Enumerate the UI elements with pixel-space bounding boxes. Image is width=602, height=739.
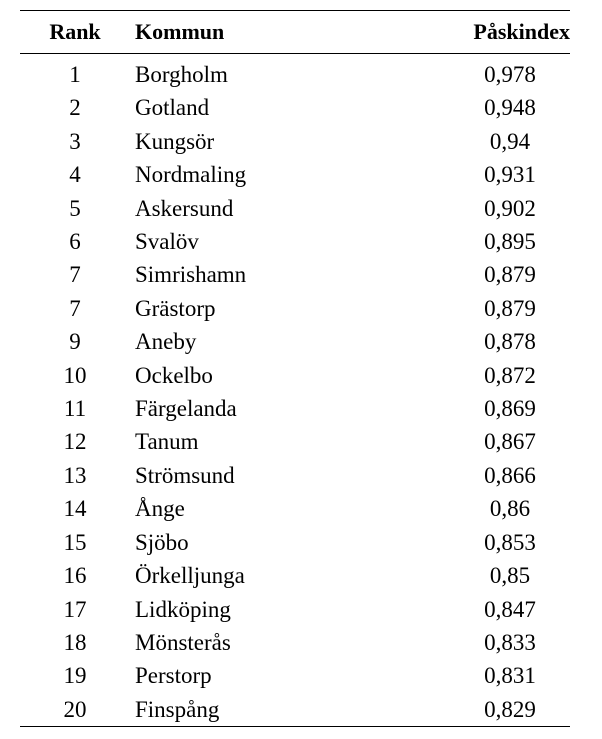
rank-cell: 11	[63, 396, 87, 422]
kommun-cell: Kungsör	[135, 128, 215, 154]
kommun-cell: Ånge	[135, 496, 185, 522]
index-cell: 0,902	[484, 195, 536, 221]
kommun-cell: Perstorp	[135, 663, 212, 689]
rank-cell: 2	[69, 95, 81, 121]
kommun-cell: Finspång	[135, 696, 220, 722]
kommun-cell: Nordmaling	[135, 162, 247, 188]
table-row	[20, 659, 570, 692]
table-row	[20, 91, 570, 124]
table-row	[20, 158, 570, 191]
rank-cell: 7	[69, 262, 81, 288]
kommun-cell: Simrishamn	[135, 262, 247, 288]
table-row	[20, 559, 570, 592]
index-cell: 0,833	[484, 629, 536, 655]
header-kommun: Kommun	[135, 19, 225, 44]
table-row	[20, 593, 570, 626]
index-cell: 0,867	[484, 429, 536, 455]
rank-cell: 7	[69, 295, 81, 321]
table-row	[20, 693, 570, 726]
rank-cell: 16	[63, 563, 87, 589]
table-row	[20, 225, 570, 258]
kommun-cell: Gotland	[135, 95, 210, 121]
header-rank: Rank	[49, 19, 101, 44]
kommun-cell: Ockelbo	[135, 362, 213, 388]
ranking-table	[20, 11, 570, 726]
index-cell: 0,869	[484, 396, 536, 422]
index-cell: 0,879	[484, 262, 536, 288]
rank-cell: 20	[63, 696, 87, 722]
kommun-cell: Mönsterås	[135, 629, 231, 655]
ranking-table-container	[20, 10, 570, 727]
rank-cell: 12	[63, 429, 87, 455]
table-body	[20, 54, 570, 727]
index-cell: 0,853	[484, 529, 536, 555]
rank-cell: 18	[63, 629, 87, 655]
index-cell: 0,931	[484, 162, 536, 188]
index-cell: 0,829	[484, 696, 536, 722]
table-header	[20, 11, 570, 54]
kommun-cell: Aneby	[135, 329, 197, 355]
kommun-cell: Askersund	[135, 195, 234, 221]
rank-cell: 6	[69, 229, 81, 255]
kommun-cell: Färgelanda	[135, 396, 237, 422]
table-row	[20, 125, 570, 158]
index-cell: 0,831	[484, 663, 536, 689]
kommun-cell: Sjöbo	[135, 529, 189, 555]
rank-cell: 4	[69, 162, 81, 188]
kommun-cell: Svalöv	[135, 229, 199, 255]
kommun-cell: Lidköping	[135, 596, 231, 622]
table-row	[20, 626, 570, 659]
index-cell: 0,895	[484, 229, 536, 255]
table-bottom-rule	[20, 726, 570, 727]
header-row	[20, 11, 570, 54]
table-row	[20, 526, 570, 559]
index-cell: 0,948	[484, 95, 536, 121]
table-row	[20, 325, 570, 358]
kommun-cell: Strömsund	[135, 462, 235, 488]
index-cell: 0,978	[484, 62, 536, 87]
kommun-cell: Örkelljunga	[135, 563, 245, 589]
table-row	[20, 459, 570, 492]
kommun-cell: Grästorp	[135, 295, 216, 321]
rank-cell: 17	[63, 596, 87, 622]
table-row	[20, 258, 570, 291]
index-cell: 0,86	[489, 496, 531, 522]
kommun-cell: Tanum	[135, 429, 199, 455]
header-index: Påskindex	[473, 19, 570, 44]
table-row	[20, 392, 570, 425]
table-row	[20, 492, 570, 525]
index-cell: 0,872	[484, 362, 536, 388]
index-cell: 0,878	[484, 329, 536, 355]
table-row	[20, 292, 570, 325]
index-cell: 0,847	[484, 596, 536, 622]
rank-cell: 13	[63, 462, 87, 488]
rank-cell: 15	[63, 529, 87, 555]
rank-cell: 19	[63, 663, 87, 689]
table-row	[20, 192, 570, 225]
index-cell: 0,94	[489, 128, 531, 154]
table-row	[20, 425, 570, 458]
table-row	[20, 359, 570, 392]
table-row	[20, 54, 570, 92]
rank-cell: 5	[69, 195, 81, 221]
index-cell: 0,879	[484, 295, 536, 321]
rank-cell: 1	[69, 62, 81, 87]
index-cell: 0,85	[489, 563, 531, 589]
kommun-cell: Borgholm	[135, 62, 228, 87]
rank-cell: 14	[63, 496, 87, 522]
rank-cell: 3	[69, 128, 81, 154]
rank-cell: 9	[69, 329, 81, 355]
rank-cell: 10	[63, 362, 87, 388]
index-cell: 0,866	[484, 462, 536, 488]
